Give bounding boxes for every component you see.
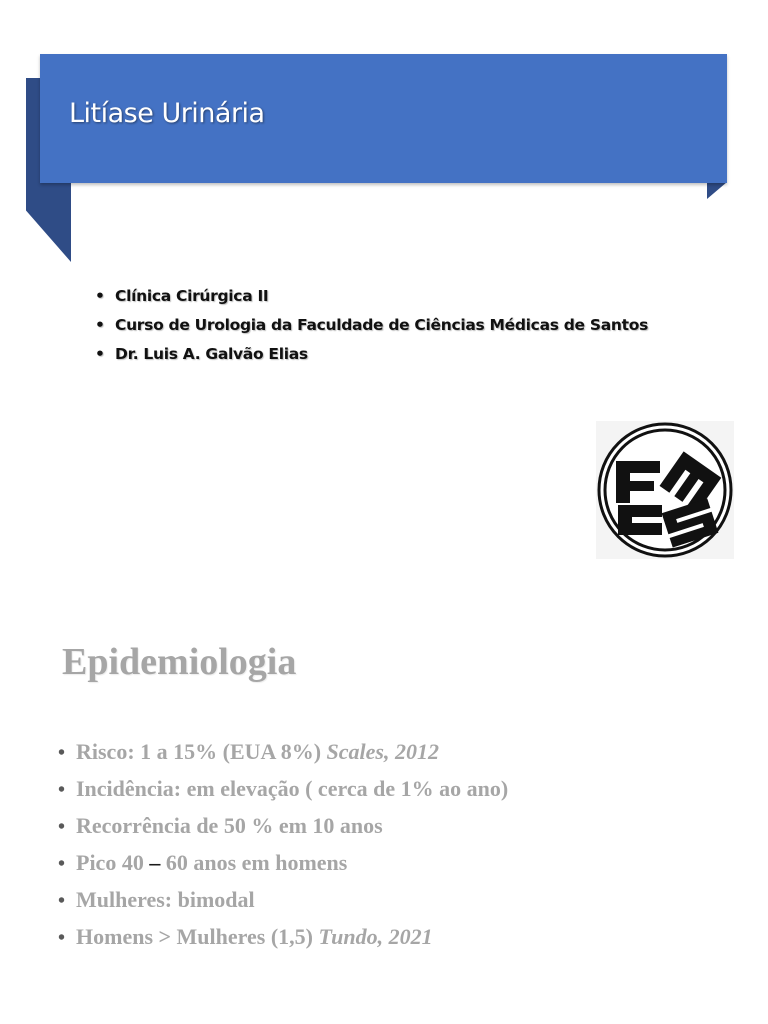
citation: Tundo, 2021 — [318, 924, 433, 949]
bullet-icon: • — [95, 287, 105, 305]
bullet-icon: • — [58, 890, 66, 912]
list-item-text: 60 anos em homens — [160, 850, 348, 875]
bullet-icon: • — [58, 853, 66, 875]
list-item — [58, 845, 738, 882]
list-item-text: Curso de Urologia da Faculdade de Ciências Médicas de Santos — [115, 316, 648, 334]
citation: Scales, 2012 — [326, 739, 439, 764]
list-item-text: Recorrência de 50 % em 10 anos — [76, 813, 383, 838]
bullet-icon: • — [58, 816, 66, 838]
list-item-text: Homens > Mulheres (1,5) — [76, 924, 319, 949]
list-item-text: Dr. Luis A. Galvão Elias — [115, 345, 308, 363]
list-item — [58, 919, 738, 956]
list-item — [58, 882, 738, 919]
list-item — [58, 771, 738, 808]
fcms-logo-icon — [596, 421, 734, 559]
banner-fold-shape — [707, 182, 727, 199]
list-item-text: Pico 40 — [76, 850, 150, 875]
list-item-text: Risco: 1 a 15% (EUA 8%) — [76, 739, 327, 764]
list-item — [93, 285, 653, 307]
list-item — [93, 343, 653, 365]
list-item — [58, 808, 738, 845]
epidemiology-list — [58, 734, 738, 956]
list-item-text: Clínica Cirúrgica II — [115, 287, 269, 305]
bullet-icon: • — [95, 345, 105, 363]
info-list — [93, 285, 653, 372]
list-item-text: Mulheres: bimodal — [76, 887, 255, 912]
fcms-logo — [596, 421, 734, 559]
dash-text: – — [149, 850, 161, 875]
section-title: Epidemiologia — [62, 641, 297, 683]
bullet-icon: • — [58, 927, 66, 949]
list-item — [58, 734, 738, 771]
bullet-icon: • — [95, 316, 105, 334]
list-item-text: Incidência: em elevação ( cerca de 1% ao ano) — [76, 776, 509, 801]
slide-title: Litíase Urinária — [69, 98, 265, 129]
bullet-icon: • — [58, 742, 66, 764]
bullet-icon: • — [58, 779, 66, 801]
list-item — [93, 314, 653, 336]
